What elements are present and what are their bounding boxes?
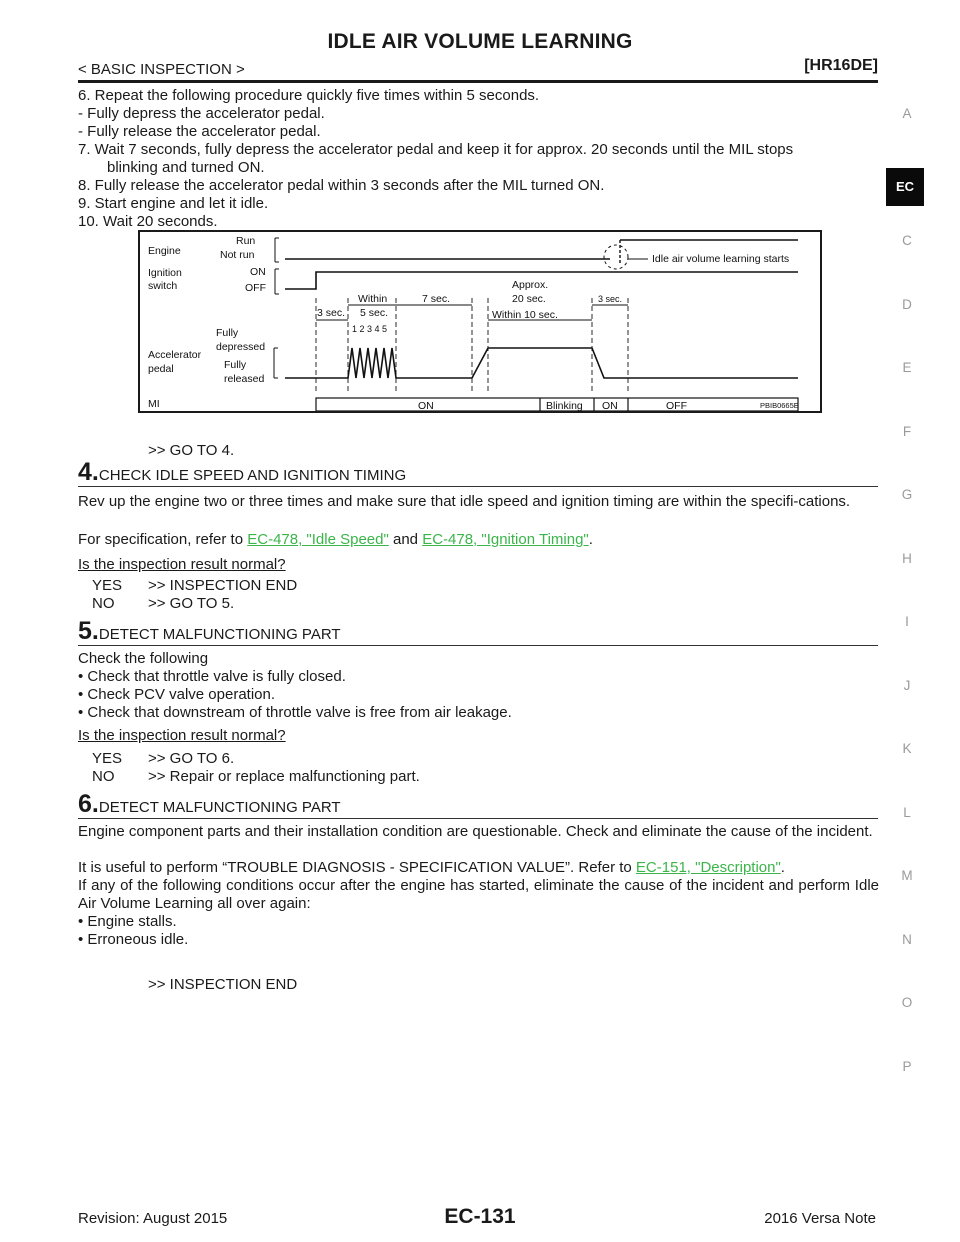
label-fully-depressed-2: depressed [216,341,266,353]
index-tab-j[interactable]: J [903,677,911,693]
procedure-step-9: 9. Start engine and let it idle. [78,195,269,212]
index-tab-a[interactable]: A [902,106,912,121]
label-mi-on-2: ON [602,400,618,411]
step-6-rule [78,818,878,819]
label-mi: MI [148,398,160,410]
label-fully-released-1: Fully [224,359,247,371]
step-5-number: 5. [78,617,99,645]
step-4-question: Is the inspection result normal? [78,556,286,573]
label-3-sec-a: 3 sec. [317,307,346,319]
index-tab-ec-active[interactable]: EC [886,168,924,206]
index-tab-p[interactable]: P [902,1058,912,1074]
procedure-step-8: 8. Fully release the accelerator pedal within 3 seconds after the MIL turned ON. [78,177,605,194]
label-run: Run [236,235,256,247]
procedure-step-7: 7. Wait 7 seconds, fully depress the accelerator pedal and keep it for approx. 20 seconds until the MIL stops [78,141,794,158]
label-within-5-2: 5 sec. [360,307,389,319]
index-tab-g[interactable]: G [901,487,913,502]
goto-4: >> GO TO 4. [148,442,235,459]
step-5-title: DETECT MALFUNCTIONING PART [98,626,341,643]
step-6-end: >> INSPECTION END [148,976,298,993]
footer-vehicle: 2016 Versa Note [764,1210,876,1227]
label-not-run: Not run [220,249,255,261]
label-idle-learning-starts: Idle air volume learning starts [652,253,790,265]
step-4-no: >> GO TO 5. [148,595,235,612]
breadcrumb: < BASIC INSPECTION > [78,61,245,78]
index-tab-k[interactable]: K [902,741,912,756]
step-4-spec-line: For specification, refer to EC-478, "Idle Speed" and EC-478, "Ignition Timing". [78,531,593,548]
index-tab-h[interactable]: H [902,550,912,566]
accelerator-signal-line [285,348,798,378]
step-5-rule [78,645,878,646]
step-5-bullet-2: • Check PCV valve operation. [78,686,276,703]
step-5-no: >> Repair or replace malfunctioning part. [148,768,420,785]
step-4-title: CHECK IDLE SPEED AND IGNITION TIMING [98,467,407,484]
step-5-question: Is the inspection result normal? [78,727,286,744]
label-mi-blinking: Blinking [546,400,583,411]
label-approx-1: Approx. [512,279,549,291]
label-ignition: Ignition [148,267,182,279]
label-within-10: Within 10 sec. [492,309,558,321]
learning-start-marker [604,245,628,269]
index-tab-l[interactable]: L [903,804,911,820]
index-tab-c[interactable]: C [902,233,912,248]
step-5-bullet-1: • Check that throttle valve is fully closed. [78,668,346,685]
procedure-substep-release: - Fully release the accelerator pedal. [78,123,321,140]
index-tab-o[interactable]: O [901,995,913,1010]
step-4-number: 4. [78,458,99,486]
figure-code: PBIB0665E [760,401,799,410]
timing-diagram [138,230,822,413]
label-mi-off: OFF [666,400,687,411]
link-ignition-timing[interactable]: EC-478, "Ignition Timing" [422,531,589,548]
step-6-heading [78,790,878,819]
step-5-yes-label: YES [92,750,123,767]
index-tab-i[interactable]: I [905,614,909,629]
procedure-step-6: 6. Repeat the following procedure quickly five times within 5 seconds. [78,87,540,104]
label-pedal: pedal [148,363,174,375]
label-mi-on: ON [418,400,434,411]
step-5-bullet-3: • Check that downstream of throttle valve is free from air leakage. [78,704,512,721]
footer-revision: Revision: August 2015 [78,1210,228,1227]
index-tab-e[interactable]: E [902,360,912,375]
label-fully-depressed-1: Fully [216,327,239,339]
timing-diagram-svg [140,232,820,411]
link-description[interactable]: EC-151, "Description" [635,859,781,876]
index-tab-d[interactable]: D [902,296,912,312]
step-4-yes-label: YES [92,577,123,594]
step-4-rule [78,486,878,487]
step-6-bullet-1: • Engine stalls. [78,913,177,930]
label-within-5-1: Within [358,293,388,305]
step-4-yes: >> INSPECTION END [148,577,298,594]
label-3-sec-b: 3 sec. [598,294,623,304]
step-6-paragraph-2: It is useful to perform “TROUBLE DIAGNOSIS - SPECIFICATION VALUE”. Refer to EC-151, "Description". [78,859,785,876]
label-on: ON [250,266,266,278]
step-6-number: 6. [78,790,99,818]
step-6-paragraph-1: Engine component parts and their installation condition are questionable. Check and eliminate the cause of the incident. [78,823,873,840]
label-off: OFF [245,282,266,294]
index-tab-m[interactable]: M [901,868,913,883]
label-accelerator: Accelerator [148,349,202,361]
footer-page-number: EC-131 [444,1205,516,1228]
step-4-body: Rev up the engine two or three times and make sure that idle speed and ignition timing are within the specifi-cations. [78,493,851,510]
index-tab-n[interactable]: N [902,931,912,947]
procedure-step-7-cont: blinking and turned ON. [107,159,265,176]
label-counts: 1 2 3 4 5 [352,324,388,334]
page-title: IDLE AIR VOLUME LEARNING [327,30,633,53]
step-4-heading [78,458,878,487]
label-switch: switch [148,280,178,292]
link-idle-speed[interactable]: EC-478, "Idle Speed" [247,531,389,548]
procedure-step-10: 10. Wait 20 seconds. [78,213,218,230]
step-6-bullet-2: • Erroneous idle. [78,931,189,948]
step-4-no-label: NO [92,595,115,612]
label-7-sec: 7 sec. [422,293,451,305]
section-index [892,104,922,1120]
step-5-yes: >> GO TO 6. [148,750,235,767]
step-5-heading [78,617,878,646]
label-fully-released-2: released [224,373,265,385]
label-engine: Engine [148,245,181,257]
model-code: [HR16DE] [804,57,878,74]
step-6-paragraph-3: If any of the following conditions occur after the engine has started, eliminate the cause of the incident and perform Idle Air Volume Learning all over again: [78,877,879,912]
label-approx-2: 20 sec. [512,293,546,305]
step-5-no-label: NO [92,768,115,785]
step-6-title: DETECT MALFUNCTIONING PART [98,799,341,816]
index-tab-f[interactable]: F [902,423,912,439]
header-rule [78,80,878,83]
procedure-substep-depress: - Fully depress the accelerator pedal. [78,105,325,122]
step-5-intro: Check the following [78,650,209,667]
